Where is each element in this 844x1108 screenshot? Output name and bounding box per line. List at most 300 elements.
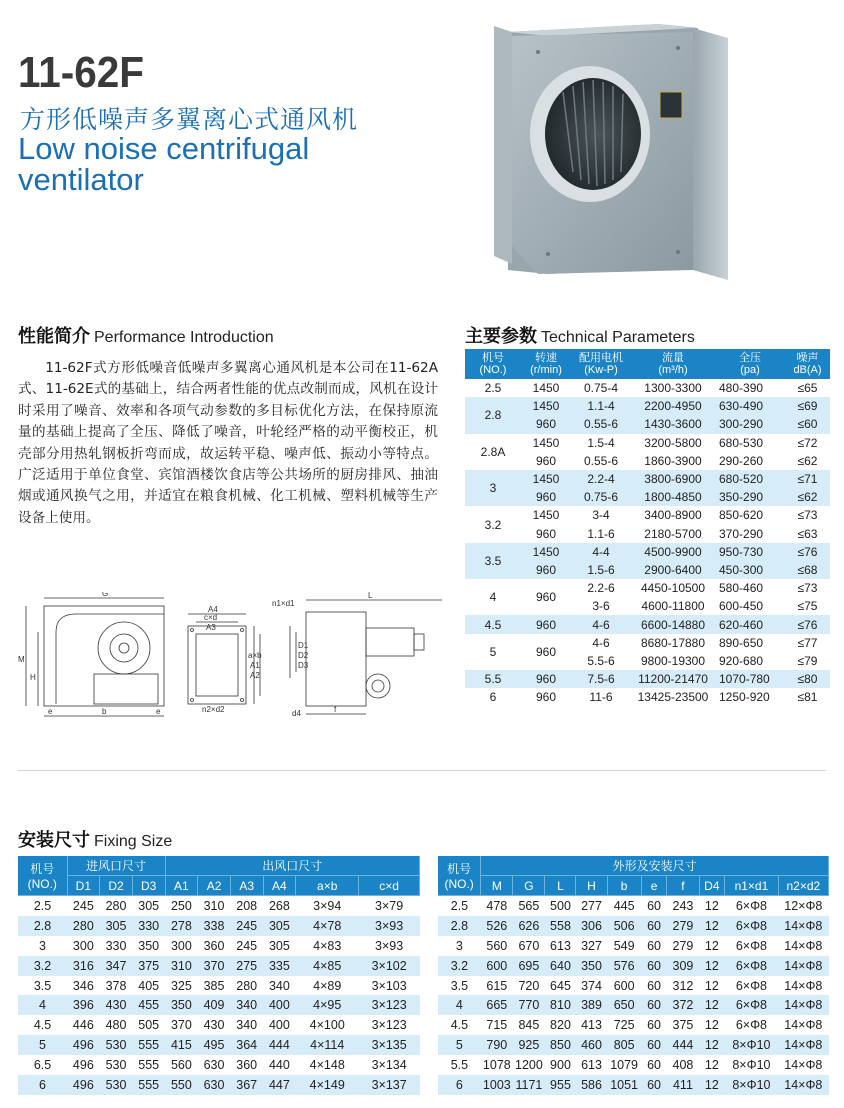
tech-cell: ≤79 xyxy=(797,653,818,668)
tech-cell: 580-460 xyxy=(719,581,764,596)
fix-cell: 550 xyxy=(165,1075,198,1095)
fix-header-col: n2×d2 xyxy=(778,876,828,896)
fix-cell: 375 xyxy=(132,956,165,976)
fix-cell: 305 xyxy=(100,916,133,936)
fix-header-no: 机号 (NO.) xyxy=(18,856,67,896)
tech-cell: 11-6 xyxy=(589,690,613,705)
fix-cell: 558 xyxy=(545,916,576,936)
label-front-1: M xyxy=(18,655,25,664)
fix-cell: 338 xyxy=(198,916,231,936)
fix-cell: 955 xyxy=(545,1075,576,1095)
fix-cell: 1003 xyxy=(481,1075,513,1095)
fix-cell: 445 xyxy=(613,898,635,913)
fix-cell: 280 xyxy=(236,978,258,993)
tech-cell: 3400-8900 xyxy=(644,508,702,523)
fix-cell: 6×Φ8 xyxy=(735,898,767,913)
tech-row xyxy=(465,615,830,633)
fix-cell: 549 xyxy=(613,938,635,953)
tech-cell: 850-620 xyxy=(719,508,764,523)
fix-header-col: e xyxy=(641,876,667,896)
fix-header-col: b xyxy=(607,876,641,896)
fix-cell: 370 xyxy=(170,1018,192,1033)
product-title-cn: 方形低噪声多翼离心式通风机 xyxy=(20,105,359,134)
tech-cell-no: 4 xyxy=(489,590,497,605)
fix-cell: 8×Φ10 xyxy=(732,1058,771,1073)
tech-cell: 350-290 xyxy=(715,488,785,506)
fix-cell: 3×137 xyxy=(359,1075,420,1095)
fix-cell: 446 xyxy=(72,1018,94,1033)
fix-cell: 335 xyxy=(263,956,296,976)
fix-cell: 600 xyxy=(481,956,513,976)
fix-cell: 6×Φ8 xyxy=(725,956,778,976)
tech-cell: 1.1-6 xyxy=(587,526,615,541)
fix-cell: 12 xyxy=(699,1035,725,1055)
product-title-en: Low noise centrifugal ventilator xyxy=(18,131,310,197)
tech-cell: 11200-21470 xyxy=(631,670,715,688)
tech-cell: ≤72 xyxy=(797,435,818,450)
tech-cell: 0.55-6 xyxy=(571,415,631,433)
tech-cell: ≤62 xyxy=(797,453,818,468)
tech-cell: 9800-19300 xyxy=(640,653,706,668)
fix-cell: 310 xyxy=(203,898,225,913)
fix-cell: 496 xyxy=(67,1075,100,1095)
fix-header-col: A4 xyxy=(263,876,296,896)
fix-cell: 725 xyxy=(613,1018,635,1033)
tech-cell: 2.2-4 xyxy=(571,470,631,488)
technical-heading xyxy=(465,322,695,348)
fix-cell: 444 xyxy=(667,1035,699,1055)
tech-cell: 630-490 xyxy=(715,397,785,415)
fix-cell: 4×149 xyxy=(296,1075,359,1095)
front-view-drawing xyxy=(18,592,164,716)
fix-cell: 3×123 xyxy=(359,995,420,1015)
tech-row xyxy=(465,379,830,397)
fix-cell: 925 xyxy=(513,1035,545,1055)
tech-row xyxy=(465,397,830,415)
fix-cell: 2.5 xyxy=(33,898,52,913)
tech-cell: 960 xyxy=(521,615,571,633)
fix-header-col: L xyxy=(545,876,576,896)
fix-cell: 305 xyxy=(263,916,296,936)
fix-cell: 526 xyxy=(481,916,513,936)
fix-cell: 560 xyxy=(170,1058,192,1073)
fix-header-col: M xyxy=(481,876,513,896)
fix-cell: 3×79 xyxy=(375,898,404,913)
tech-cell: 4600-11800 xyxy=(641,599,705,614)
tech-cell: ≤73 xyxy=(797,581,818,596)
tech-cell: ≤65 xyxy=(797,381,818,396)
fix-cell: 14×Φ8 xyxy=(778,916,828,936)
tech-cell: 1450 xyxy=(521,543,571,561)
tech-cell: 1.5-6 xyxy=(571,561,631,579)
fix-row xyxy=(18,995,420,1015)
fix-cell: 626 xyxy=(513,916,545,936)
tech-cell: 1800-4850 xyxy=(631,488,715,506)
fix-cell: 3.5 xyxy=(33,978,52,993)
fix-cell: 613 xyxy=(550,938,571,953)
tech-cell-no: 3.2 xyxy=(484,517,502,532)
fix-cell: 8×Φ10 xyxy=(725,1035,778,1055)
fix-cell: 495 xyxy=(198,1035,231,1055)
fix-cell: 455 xyxy=(132,995,165,1015)
fix-row xyxy=(18,1055,420,1075)
label-side-6: f xyxy=(334,705,337,714)
fix-row xyxy=(18,1015,420,1035)
fix-cell: 409 xyxy=(198,995,231,1015)
label-side-0: n1×d1 xyxy=(272,599,295,608)
tech-cell: ≤77 xyxy=(797,635,818,650)
tech-cell: 680-530 xyxy=(719,435,764,450)
tech-cell: 1430-3600 xyxy=(631,415,715,433)
fix-cell: 245 xyxy=(230,916,263,936)
fix-cell: 4 xyxy=(438,995,481,1015)
fix-row xyxy=(438,995,829,1015)
label-front-4: b xyxy=(102,707,107,716)
fix-cell: 374 xyxy=(581,978,602,993)
tech-cell-no: 3 xyxy=(465,470,521,506)
tech-row xyxy=(465,670,830,688)
label-flange-1: c×d xyxy=(204,613,218,622)
fan-product-image xyxy=(478,22,782,282)
fix-cell: 2.5 xyxy=(450,898,469,913)
fix-cell: 4 xyxy=(18,995,67,1015)
tech-cell: 960 xyxy=(535,453,557,468)
tech-cell: 960 xyxy=(535,690,557,705)
fix-cell: 14×Φ8 xyxy=(778,995,828,1015)
fix-cell: 60 xyxy=(647,1058,662,1073)
tech-cell: 960 xyxy=(521,488,571,506)
fix-cell: 630 xyxy=(203,1058,225,1073)
fix-cell: 850 xyxy=(545,1035,576,1055)
tech-cell-no: 5 xyxy=(489,644,497,659)
tech-cell: ≤62 xyxy=(785,488,830,506)
fix-cell: 12 xyxy=(704,1058,719,1073)
tech-cell: ≤68 xyxy=(785,561,830,579)
tech-cell: 3-6 xyxy=(592,599,610,614)
tech-cell: 960 xyxy=(521,415,571,433)
tech-cell: 1.1-4 xyxy=(571,397,631,415)
fix-cell: 12 xyxy=(704,1018,719,1033)
fix-cell: 360 xyxy=(203,938,225,953)
tech-header-cell: 转速 (r/min) xyxy=(521,349,571,379)
fix-cell: 60 xyxy=(647,938,662,953)
fix-header-col: H xyxy=(576,876,607,896)
label-flange-4: A1 xyxy=(250,661,260,670)
tech-cell: 1250-920 xyxy=(719,690,770,705)
fix-cell: 790 xyxy=(481,1035,513,1055)
tech-cell: 5.5-6 xyxy=(587,653,615,668)
fix-cell: 1171 xyxy=(513,1075,545,1095)
fix-cell: 60 xyxy=(641,956,667,976)
fix-row xyxy=(438,1035,829,1055)
technical-heading-en: Technical Parameters xyxy=(541,329,695,346)
fix-cell: 3×102 xyxy=(359,956,420,976)
fix-row xyxy=(18,1035,420,1055)
fix-cell: 8×Φ10 xyxy=(725,1075,778,1095)
fix-cell: 447 xyxy=(263,1075,296,1095)
fix-header-col: G xyxy=(513,876,545,896)
fix-cell: 306 xyxy=(576,916,607,936)
tech-cell-no: 2.5 xyxy=(484,381,502,396)
tech-cell: 370-290 xyxy=(719,526,764,541)
fix-cell: 14×Φ8 xyxy=(784,938,823,953)
fix-cell: 555 xyxy=(138,1058,160,1073)
fix-cell: 6×Φ8 xyxy=(735,978,767,993)
fix-row xyxy=(18,916,420,936)
tech-cell: 0.75-4 xyxy=(583,381,619,396)
fix-cell: 1078 xyxy=(482,1058,511,1073)
fix-cell: 12 xyxy=(699,1075,725,1095)
fix-cell: 360 xyxy=(236,1058,258,1073)
fix-cell: 5 xyxy=(18,1035,67,1055)
tech-cell: 300-290 xyxy=(715,415,785,433)
tech-cell: ≤73 xyxy=(797,508,818,523)
tech-cell: 0.55-6 xyxy=(583,453,619,468)
tech-cell: ≤76 xyxy=(785,543,830,561)
tech-header-cell: 机号 (NO.) xyxy=(465,349,521,379)
fix-cell: 245 xyxy=(236,938,258,953)
fix-cell: 478 xyxy=(486,898,508,913)
fix-cell: 3.2 xyxy=(18,956,67,976)
fix-cell: 4×114 xyxy=(296,1035,359,1055)
tech-cell: 920-680 xyxy=(719,653,764,668)
tech-header-cell: 流量 (m³/h) xyxy=(631,349,715,379)
fix-cell: 279 xyxy=(667,916,699,936)
fix-cell: 300 xyxy=(72,938,94,953)
fix-cell: 720 xyxy=(518,978,540,993)
fix-cell: 12×Φ8 xyxy=(784,898,823,913)
fix-header-group: 外形及安装尺寸 xyxy=(481,856,829,876)
fix-cell: 385 xyxy=(203,978,225,993)
fix-cell: 6×Φ8 xyxy=(735,1018,767,1033)
tech-cell: ≤63 xyxy=(797,526,818,541)
fix-cell: 496 xyxy=(67,1035,100,1055)
fix-cell: 4×95 xyxy=(296,995,359,1015)
tech-cell-no: 3.5 xyxy=(465,543,521,579)
tech-cell-no: 5.5 xyxy=(465,670,521,688)
fix-cell: 586 xyxy=(576,1075,607,1095)
fixing-size-table-outline xyxy=(438,856,829,1095)
fix-cell: 4.5 xyxy=(450,1018,469,1033)
fix-cell: 14×Φ8 xyxy=(778,956,828,976)
fix-cell: 555 xyxy=(132,1075,165,1095)
fix-cell: 316 xyxy=(67,956,100,976)
tech-row xyxy=(465,470,830,488)
tech-cell: 2.2-6 xyxy=(587,581,615,596)
fix-cell: 310 xyxy=(165,956,198,976)
fix-header-col: A1 xyxy=(165,876,198,896)
performance-heading-en: Performance Introduction xyxy=(94,329,274,346)
fix-cell: 615 xyxy=(486,978,508,993)
label-flange-0: A4 xyxy=(208,605,218,614)
tech-cell: 4500-9900 xyxy=(631,543,715,561)
tech-cell-no: 2.8A xyxy=(480,444,506,459)
fix-cell: 1200 xyxy=(515,1058,543,1073)
fixing-size-table-inlet-outlet xyxy=(18,856,420,1095)
fix-cell: 4.5 xyxy=(33,1018,52,1033)
fix-cell: 4×78 xyxy=(296,916,359,936)
fixing-heading xyxy=(18,826,172,852)
product-model: 11-62F xyxy=(18,48,145,97)
fix-cell: 576 xyxy=(607,956,641,976)
fix-cell: 4×83 xyxy=(313,938,342,953)
tech-cell: 6600-14880 xyxy=(631,615,715,633)
fix-cell: 555 xyxy=(132,1035,165,1055)
tech-cell: 960 xyxy=(521,670,571,688)
tech-cell: ≤80 xyxy=(785,670,830,688)
fix-cell: 60 xyxy=(641,916,667,936)
fix-cell: 14×Φ8 xyxy=(784,1058,823,1073)
fix-row xyxy=(18,1075,420,1095)
fix-row xyxy=(438,936,829,956)
label-front-3: e xyxy=(48,707,53,716)
fix-cell: 60 xyxy=(647,898,662,913)
label-side-3: D2 xyxy=(298,651,309,660)
tech-cell: 4-6 xyxy=(592,635,610,650)
fix-cell: 309 xyxy=(667,956,699,976)
fix-cell: 430 xyxy=(100,995,133,1015)
fix-cell: 372 xyxy=(667,995,699,1015)
fix-cell: 2.8 xyxy=(18,916,67,936)
fix-cell: 411 xyxy=(667,1075,699,1095)
fix-cell: 400 xyxy=(263,995,296,1015)
tech-cell: 3200-5800 xyxy=(644,435,702,450)
tech-cell: 1450 xyxy=(532,435,560,450)
fix-cell: 245 xyxy=(72,898,94,913)
tech-cell: 4-4 xyxy=(571,543,631,561)
tech-cell: 2180-5700 xyxy=(644,526,702,541)
tech-cell: ≤81 xyxy=(797,690,818,705)
fix-row xyxy=(18,976,420,996)
fix-cell: 444 xyxy=(263,1035,296,1055)
tech-cell: ≤69 xyxy=(785,397,830,415)
fix-cell: 1079 xyxy=(610,1058,639,1073)
fix-row xyxy=(18,936,420,956)
fix-cell: 330 xyxy=(132,916,165,936)
fix-cell: 60 xyxy=(641,1075,667,1095)
fix-cell: 845 xyxy=(518,1018,540,1033)
fix-cell: 500 xyxy=(550,898,571,913)
fix-header-col: a×b xyxy=(296,876,359,896)
fix-cell: 440 xyxy=(268,1058,290,1073)
fix-cell: 60 xyxy=(647,978,662,993)
tech-row xyxy=(465,434,830,452)
fix-cell: 12 xyxy=(699,916,725,936)
tech-cell: 680-520 xyxy=(715,470,785,488)
tech-cell: 1860-3900 xyxy=(644,453,702,468)
fix-cell: 312 xyxy=(672,978,694,993)
fix-header-col: D3 xyxy=(132,876,165,896)
fix-header-col: f xyxy=(667,876,699,896)
fix-cell: 645 xyxy=(550,978,571,993)
performance-text: 11-62F式方形低噪音低噪声多翼离心通风机是本公司在11-62A式、11-62E式的基础上，结合两者性能的优点改制而成，风机在设计时采用了噪音、效率和各项气动参数的多目标优化方法，在保持原流量的基础上提高了全压、降低了噪音，叶轮经严格的动平衡校正，机壳部分用热轧钢板折弯而成，故运转平稳、噪声低、振动小等特点。广泛适用于单位食堂、宾馆酒楼饮食店等公共场所的厨房排风、抽油烟或通风换气之用，并适宜在粮食机械、化工机械、塑料机械等生产设备上使用。 xyxy=(18,360,438,526)
fix-cell: 770 xyxy=(513,995,545,1015)
fix-cell: 3.5 xyxy=(450,978,469,993)
fix-cell: 3×93 xyxy=(375,938,404,953)
fix-cell: 14×Φ8 xyxy=(778,1035,828,1055)
tech-cell: 2200-4950 xyxy=(631,397,715,415)
fix-cell: 347 xyxy=(100,956,133,976)
fix-cell: 350 xyxy=(138,938,160,953)
fix-cell: 367 xyxy=(230,1075,263,1095)
tech-cell: 1.5-4 xyxy=(587,435,615,450)
fix-header-col: A2 xyxy=(198,876,231,896)
fix-cell: 330 xyxy=(105,938,127,953)
fix-cell: 279 xyxy=(672,938,694,953)
fix-cell: 364 xyxy=(230,1035,263,1055)
fix-header-col: n1×d1 xyxy=(725,876,778,896)
fix-row xyxy=(438,976,829,996)
fix-cell: 650 xyxy=(607,995,641,1015)
fix-cell: 3×103 xyxy=(371,978,407,993)
tech-cell-speed: 960 xyxy=(535,590,557,605)
fix-header-col: c×d xyxy=(359,876,420,896)
label-side-5: d4 xyxy=(292,709,301,718)
fix-cell: 900 xyxy=(550,1058,571,1073)
fix-cell: 350 xyxy=(165,995,198,1015)
tech-cell: 950-730 xyxy=(715,543,785,561)
fix-cell: 560 xyxy=(486,938,508,953)
fix-cell: 60 xyxy=(641,995,667,1015)
fix-cell: 340 xyxy=(268,978,290,993)
fix-cell: 5 xyxy=(438,1035,481,1055)
tech-cell: 1300-3300 xyxy=(644,381,702,396)
fix-cell: 630 xyxy=(198,1075,231,1095)
fix-row xyxy=(438,896,829,916)
tech-cell: 1450 xyxy=(521,397,571,415)
fix-cell: 430 xyxy=(203,1018,225,1033)
fix-row xyxy=(18,896,420,916)
fix-cell: 408 xyxy=(672,1058,694,1073)
fix-cell: 370 xyxy=(198,956,231,976)
label-front-0: G xyxy=(102,592,109,598)
tech-cell: ≤76 xyxy=(785,615,830,633)
tech-row xyxy=(465,506,830,524)
fix-cell: 243 xyxy=(672,898,694,913)
performance-heading-cn: 性能简介 xyxy=(18,326,90,347)
fix-header-col: D2 xyxy=(100,876,133,896)
fix-cell: 340 xyxy=(230,995,263,1015)
tech-cell: 3800-6900 xyxy=(631,470,715,488)
fix-cell: 12 xyxy=(699,995,725,1015)
tech-cell: 13425-23500 xyxy=(637,690,709,705)
performance-heading xyxy=(18,322,274,348)
fix-cell: 340 xyxy=(236,1018,258,1033)
fix-cell: 4×89 xyxy=(313,978,342,993)
tech-cell-no: 4.5 xyxy=(465,615,521,633)
fix-header-col: A3 xyxy=(230,876,263,896)
label-front-2: H xyxy=(30,673,36,682)
fix-cell: 250 xyxy=(170,898,192,913)
fix-cell: 305 xyxy=(268,938,290,953)
fix-cell: 378 xyxy=(105,978,127,993)
fix-cell: 325 xyxy=(170,978,192,993)
fix-row xyxy=(18,956,420,976)
section-divider xyxy=(18,770,826,771)
fix-cell: 346 xyxy=(72,978,94,993)
fix-cell: 280 xyxy=(105,898,127,913)
fixing-heading-cn: 安装尺寸 xyxy=(18,830,90,851)
tech-row xyxy=(465,579,830,597)
flange-view-drawing xyxy=(188,605,262,714)
tech-header-cell: 噪声 dB(A) xyxy=(785,349,830,379)
fix-cell: 810 xyxy=(545,995,576,1015)
fix-cell: 60 xyxy=(647,1018,662,1033)
fix-cell: 4×148 xyxy=(309,1058,345,1073)
tech-cell: 1450 xyxy=(532,381,560,396)
fix-cell: 14×Φ8 xyxy=(784,978,823,993)
tech-cell: 620-460 xyxy=(715,615,785,633)
